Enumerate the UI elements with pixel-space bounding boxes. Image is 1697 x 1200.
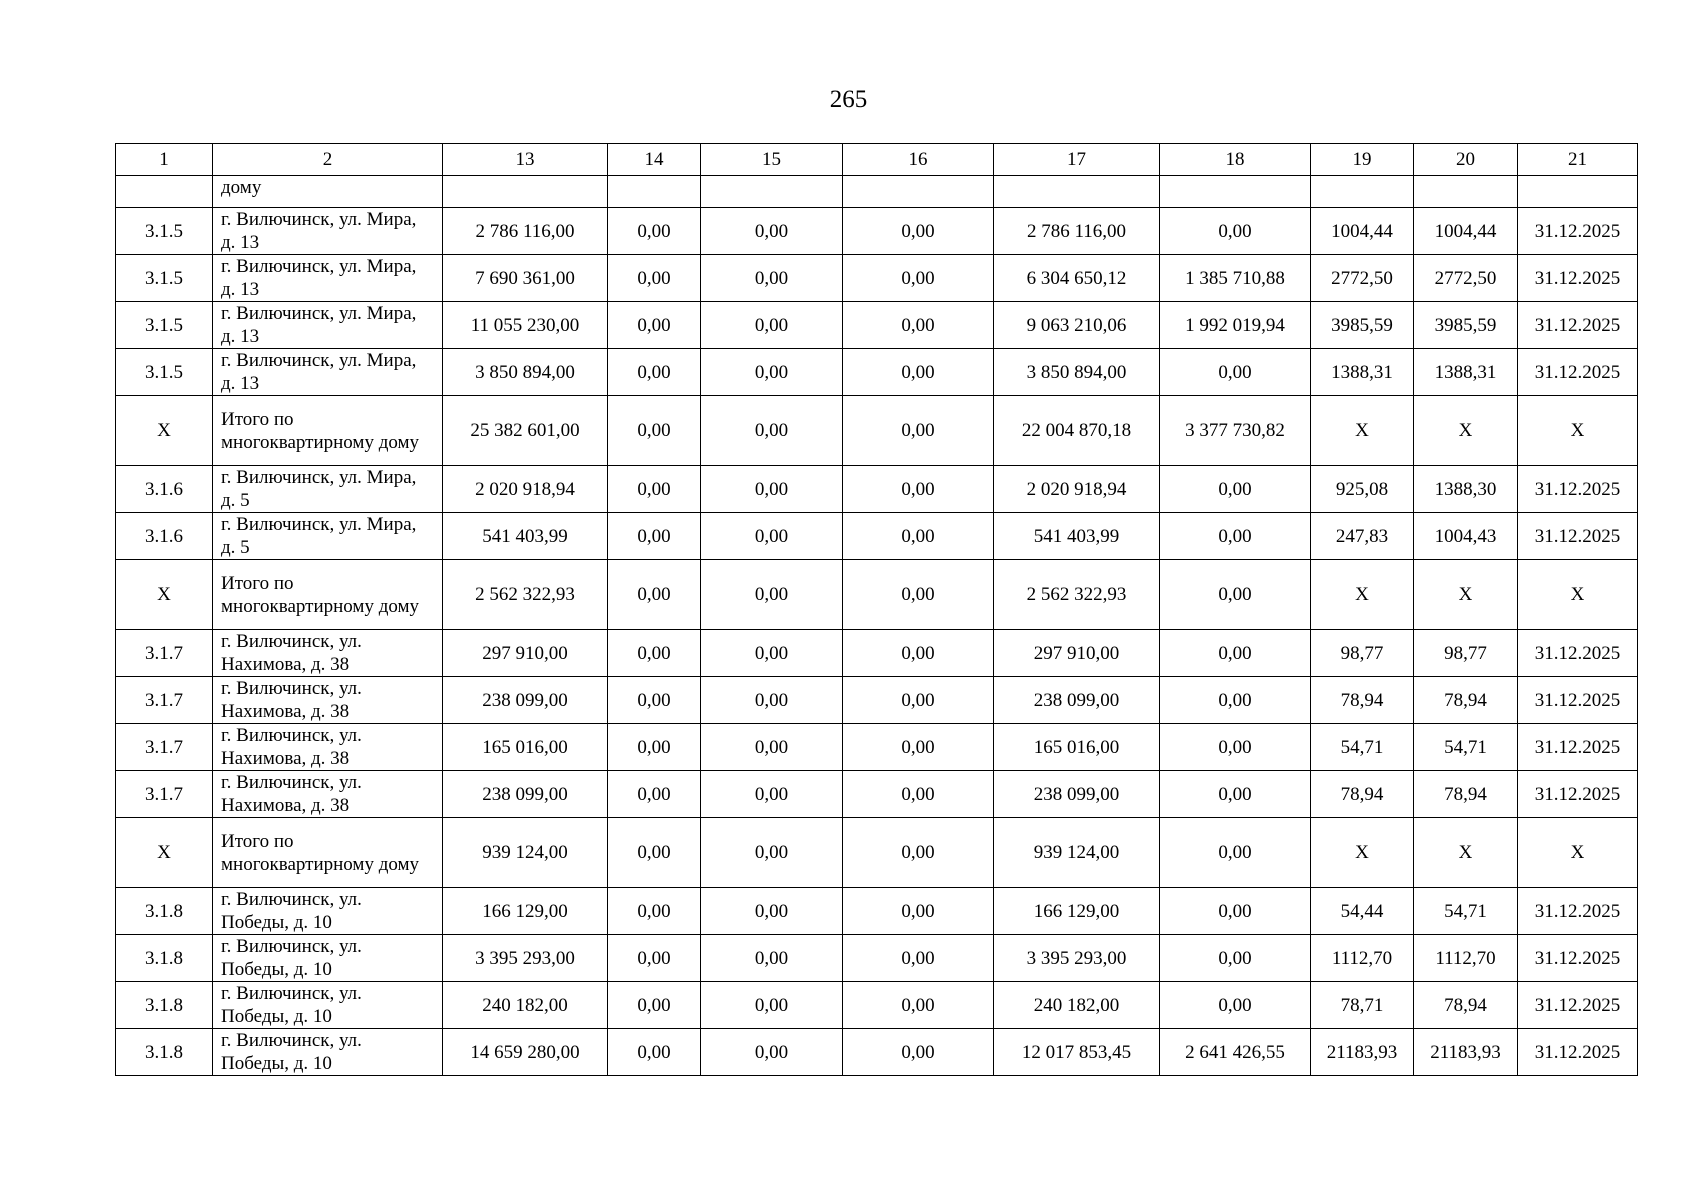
table-cell: 78,94 — [1414, 771, 1518, 818]
address-cell: г. Вилючинск, ул. Победы, д. 10 — [213, 1029, 443, 1076]
table-cell: 0,00 — [1160, 677, 1311, 724]
table-cell: 297 910,00 — [443, 630, 608, 677]
table-cell: 31.12.2025 — [1518, 466, 1638, 513]
table-row — [116, 176, 1638, 208]
table-cell — [608, 176, 701, 208]
table-cell: 3.1.8 — [116, 888, 213, 935]
table-cell: 31.12.2025 — [1518, 630, 1638, 677]
table-cell: 0,00 — [1160, 888, 1311, 935]
table-cell: 0,00 — [1160, 818, 1311, 888]
table-cell: 2 020 918,94 — [994, 466, 1160, 513]
table-row — [116, 935, 1638, 982]
table-cell: 3 377 730,82 — [1160, 396, 1311, 466]
address-cell: Итого по многоквартирному дому — [213, 396, 443, 466]
address-cell: дому — [213, 176, 443, 208]
table-cell: 166 129,00 — [443, 888, 608, 935]
table-row — [116, 677, 1638, 724]
table-cell: 3.1.7 — [116, 771, 213, 818]
table-cell: X — [116, 396, 213, 466]
table-cell: 0,00 — [608, 982, 701, 1029]
table-cell: 98,77 — [1311, 630, 1414, 677]
table-cell: 54,44 — [1311, 888, 1414, 935]
table-cell: X — [1414, 818, 1518, 888]
table-cell: 1112,70 — [1311, 935, 1414, 982]
table-cell: 0,00 — [843, 1029, 994, 1076]
table-cell: 54,71 — [1311, 724, 1414, 771]
table-cell: 0,00 — [843, 349, 994, 396]
table-cell: 31.12.2025 — [1518, 677, 1638, 724]
table-cell: 925,08 — [1311, 466, 1414, 513]
table-cell: 31.12.2025 — [1518, 771, 1638, 818]
table-cell: 2772,50 — [1414, 255, 1518, 302]
page-number: 265 — [829, 86, 868, 113]
table-row — [116, 302, 1638, 349]
table-cell: 0,00 — [701, 935, 843, 982]
table-cell: 238 099,00 — [994, 771, 1160, 818]
table-row — [116, 771, 1638, 818]
table-cell: 0,00 — [1160, 982, 1311, 1029]
table-cell: 0,00 — [701, 677, 843, 724]
table-cell: 22 004 870,18 — [994, 396, 1160, 466]
table-cell: 0,00 — [701, 982, 843, 1029]
table-cell: 31.12.2025 — [1518, 982, 1638, 1029]
table-cell: 6 304 650,12 — [994, 255, 1160, 302]
address-cell: г. Вилючинск, ул. Мира, д. 13 — [213, 349, 443, 396]
address-cell: г. Вилючинск, ул. Нахимова, д. 38 — [213, 677, 443, 724]
table-cell: 0,00 — [843, 724, 994, 771]
table-cell: 3.1.8 — [116, 982, 213, 1029]
table-cell: 0,00 — [701, 724, 843, 771]
table-cell: 0,00 — [608, 396, 701, 466]
table-cell: 0,00 — [843, 302, 994, 349]
table-cell: 0,00 — [1160, 208, 1311, 255]
table-cell: X — [1311, 396, 1414, 466]
address-cell: г. Вилючинск, ул. Победы, д. 10 — [213, 888, 443, 935]
table-cell: 1 992 019,94 — [1160, 302, 1311, 349]
table-cell: 166 129,00 — [994, 888, 1160, 935]
table-cell: 939 124,00 — [994, 818, 1160, 888]
address-cell: Итого по многоквартирному дому — [213, 560, 443, 630]
address-cell: г. Вилючинск, ул. Нахимова, д. 38 — [213, 630, 443, 677]
table-cell: 0,00 — [608, 255, 701, 302]
table-cell: 2 562 322,93 — [443, 560, 608, 630]
table-cell: 31.12.2025 — [1518, 935, 1638, 982]
table-cell: 0,00 — [843, 630, 994, 677]
table-cell: 0,00 — [701, 630, 843, 677]
table-cell: 0,00 — [1160, 466, 1311, 513]
table-cell: 0,00 — [1160, 513, 1311, 560]
table-cell: 0,00 — [843, 888, 994, 935]
data-table — [115, 143, 1638, 1076]
table-cell: 0,00 — [608, 888, 701, 935]
table-row — [116, 349, 1638, 396]
table-cell: 0,00 — [701, 255, 843, 302]
table-cell: 297 910,00 — [994, 630, 1160, 677]
column-header: 15 — [701, 144, 843, 176]
table-cell — [843, 176, 994, 208]
table-cell: 0,00 — [1160, 724, 1311, 771]
table-cell: 0,00 — [701, 818, 843, 888]
table-cell: 3.1.5 — [116, 302, 213, 349]
address-cell: г. Вилючинск, ул. Мира, д. 5 — [213, 513, 443, 560]
address-cell: г. Вилючинск, ул. Мира, д. 5 — [213, 466, 443, 513]
table-cell: 0,00 — [608, 630, 701, 677]
table-cell: 0,00 — [608, 513, 701, 560]
table-cell: 54,71 — [1414, 888, 1518, 935]
table-cell: X — [1311, 818, 1414, 888]
table-cell: 0,00 — [608, 560, 701, 630]
table-cell: 9 063 210,06 — [994, 302, 1160, 349]
table-cell: 1112,70 — [1414, 935, 1518, 982]
table-cell: 0,00 — [701, 466, 843, 513]
table-cell: X — [116, 818, 213, 888]
table-cell: X — [1518, 818, 1638, 888]
table-cell: 78,94 — [1414, 982, 1518, 1029]
table-cell: 31.12.2025 — [1518, 513, 1638, 560]
table-cell: 0,00 — [701, 302, 843, 349]
column-header: 18 — [1160, 144, 1311, 176]
table-cell: 0,00 — [843, 513, 994, 560]
table-cell — [116, 176, 213, 208]
column-header: 21 — [1518, 144, 1638, 176]
column-header: 13 — [443, 144, 608, 176]
table-cell: 238 099,00 — [443, 771, 608, 818]
table-cell: 7 690 361,00 — [443, 255, 608, 302]
address-cell: г. Вилючинск, ул. Нахимова, д. 38 — [213, 771, 443, 818]
table-cell: 1004,43 — [1414, 513, 1518, 560]
table-cell — [1414, 176, 1518, 208]
table-cell: 0,00 — [843, 771, 994, 818]
table-cell: 3.1.7 — [116, 724, 213, 771]
address-cell: г. Вилючинск, ул. Победы, д. 10 — [213, 935, 443, 982]
table-cell: 0,00 — [608, 677, 701, 724]
table-cell: 238 099,00 — [443, 677, 608, 724]
table-cell: 1004,44 — [1414, 208, 1518, 255]
table-row — [116, 396, 1638, 466]
table-cell: 165 016,00 — [443, 724, 608, 771]
table-cell: 0,00 — [701, 771, 843, 818]
table-cell: 0,00 — [608, 818, 701, 888]
table-cell: 0,00 — [1160, 935, 1311, 982]
table-cell: 98,77 — [1414, 630, 1518, 677]
column-header: 17 — [994, 144, 1160, 176]
table-cell: 25 382 601,00 — [443, 396, 608, 466]
table-cell: X — [1518, 396, 1638, 466]
table-row — [116, 630, 1638, 677]
column-header: 14 — [608, 144, 701, 176]
table-cell: 78,94 — [1414, 677, 1518, 724]
table-cell: 3985,59 — [1311, 302, 1414, 349]
table-cell: 0,00 — [1160, 349, 1311, 396]
table-cell: 3.1.7 — [116, 630, 213, 677]
table-cell: 0,00 — [1160, 560, 1311, 630]
table-cell: X — [116, 560, 213, 630]
table-cell: 541 403,99 — [994, 513, 1160, 560]
table-cell: 78,94 — [1311, 771, 1414, 818]
table-cell: 0,00 — [701, 513, 843, 560]
table-cell: 0,00 — [843, 560, 994, 630]
table-cell: 31.12.2025 — [1518, 349, 1638, 396]
column-header: 19 — [1311, 144, 1414, 176]
table-cell: 240 182,00 — [994, 982, 1160, 1029]
table-cell: 31.12.2025 — [1518, 208, 1638, 255]
table-cell: 31.12.2025 — [1518, 888, 1638, 935]
table-cell: 0,00 — [701, 888, 843, 935]
table-row — [116, 560, 1638, 630]
address-cell: г. Вилючинск, ул. Нахимова, д. 38 — [213, 724, 443, 771]
table-cell: X — [1518, 560, 1638, 630]
table-cell: 0,00 — [701, 396, 843, 466]
table-cell: 0,00 — [608, 349, 701, 396]
table-cell: 0,00 — [701, 560, 843, 630]
table-row — [116, 818, 1638, 888]
table-header-row — [116, 144, 1638, 176]
table-cell: 78,71 — [1311, 982, 1414, 1029]
table-cell: 3.1.6 — [116, 513, 213, 560]
table-cell: X — [1414, 560, 1518, 630]
table-cell: 3 395 293,00 — [994, 935, 1160, 982]
table-row — [116, 1029, 1638, 1076]
table-cell: 0,00 — [608, 466, 701, 513]
table-cell: 3.1.5 — [116, 255, 213, 302]
table-cell: 0,00 — [843, 255, 994, 302]
table-cell: X — [1414, 396, 1518, 466]
table-row — [116, 982, 1638, 1029]
table-cell: 3.1.6 — [116, 466, 213, 513]
column-header: 16 — [843, 144, 994, 176]
table-cell: 3.1.5 — [116, 208, 213, 255]
column-header: 2 — [213, 144, 443, 176]
table-cell: 2 562 322,93 — [994, 560, 1160, 630]
table-cell: 939 124,00 — [443, 818, 608, 888]
table-cell: 3985,59 — [1414, 302, 1518, 349]
table-cell: 0,00 — [608, 208, 701, 255]
table-cell: 21183,93 — [1311, 1029, 1414, 1076]
table-cell: 0,00 — [608, 302, 701, 349]
table-cell: 14 659 280,00 — [443, 1029, 608, 1076]
table-cell — [1160, 176, 1311, 208]
table-cell: 541 403,99 — [443, 513, 608, 560]
table-cell: 3.1.8 — [116, 935, 213, 982]
table-cell — [994, 176, 1160, 208]
table-cell: 240 182,00 — [443, 982, 608, 1029]
table-cell — [1518, 176, 1638, 208]
table-cell: 0,00 — [608, 1029, 701, 1076]
table-cell — [1311, 176, 1414, 208]
table-row — [116, 888, 1638, 935]
table-cell: 2 020 918,94 — [443, 466, 608, 513]
table-cell: 0,00 — [701, 1029, 843, 1076]
table-row — [116, 466, 1638, 513]
table-cell: 31.12.2025 — [1518, 724, 1638, 771]
table-cell — [701, 176, 843, 208]
table-cell: 165 016,00 — [994, 724, 1160, 771]
table-cell: 2 641 426,55 — [1160, 1029, 1311, 1076]
table-cell: 0,00 — [1160, 630, 1311, 677]
table-cell: 21183,93 — [1414, 1029, 1518, 1076]
address-cell: г. Вилючинск, ул. Мира, д. 13 — [213, 302, 443, 349]
table-cell: 31.12.2025 — [1518, 302, 1638, 349]
table-cell: 78,94 — [1311, 677, 1414, 724]
column-header: 1 — [116, 144, 213, 176]
table-cell: 3.1.7 — [116, 677, 213, 724]
address-cell: г. Вилючинск, ул. Мира, д. 13 — [213, 255, 443, 302]
table-cell: 2 786 116,00 — [994, 208, 1160, 255]
table-cell: 3 850 894,00 — [443, 349, 608, 396]
table-cell: 0,00 — [843, 982, 994, 1029]
table-cell: 0,00 — [701, 208, 843, 255]
table-cell: 11 055 230,00 — [443, 302, 608, 349]
table-cell — [443, 176, 608, 208]
table-cell: 1388,31 — [1414, 349, 1518, 396]
table-body — [116, 176, 1638, 1076]
table-cell: 2772,50 — [1311, 255, 1414, 302]
column-header: 20 — [1414, 144, 1518, 176]
table-cell: 0,00 — [843, 208, 994, 255]
table-row — [116, 208, 1638, 255]
address-cell: г. Вилючинск, ул. Мира, д. 13 — [213, 208, 443, 255]
table-row — [116, 724, 1638, 771]
table-cell: 238 099,00 — [994, 677, 1160, 724]
table-cell: 3.1.8 — [116, 1029, 213, 1076]
table-cell: 12 017 853,45 — [994, 1029, 1160, 1076]
table-cell: 3 395 293,00 — [443, 935, 608, 982]
table-cell: 31.12.2025 — [1518, 1029, 1638, 1076]
address-cell: Итого по многоквартирному дому — [213, 818, 443, 888]
table-cell: 1 385 710,88 — [1160, 255, 1311, 302]
table-cell: 0,00 — [843, 935, 994, 982]
table-cell: 1388,30 — [1414, 466, 1518, 513]
table-row — [116, 255, 1638, 302]
table-cell: 0,00 — [608, 724, 701, 771]
table-row — [116, 513, 1638, 560]
table-cell: 0,00 — [701, 349, 843, 396]
table-cell: 2 786 116,00 — [443, 208, 608, 255]
table-cell: 0,00 — [843, 677, 994, 724]
table-cell: 31.12.2025 — [1518, 255, 1638, 302]
table-cell: 0,00 — [843, 396, 994, 466]
table-cell: 54,71 — [1414, 724, 1518, 771]
table-cell: 0,00 — [843, 466, 994, 513]
table-cell: X — [1311, 560, 1414, 630]
table-cell: 1388,31 — [1311, 349, 1414, 396]
table-cell: 0,00 — [608, 935, 701, 982]
table-cell: 247,83 — [1311, 513, 1414, 560]
table-cell: 3.1.5 — [116, 349, 213, 396]
address-cell: г. Вилючинск, ул. Победы, д. 10 — [213, 982, 443, 1029]
table-cell: 0,00 — [608, 771, 701, 818]
table-cell: 0,00 — [843, 818, 994, 888]
table-cell: 0,00 — [1160, 771, 1311, 818]
table-cell: 1004,44 — [1311, 208, 1414, 255]
table-cell: 3 850 894,00 — [994, 349, 1160, 396]
